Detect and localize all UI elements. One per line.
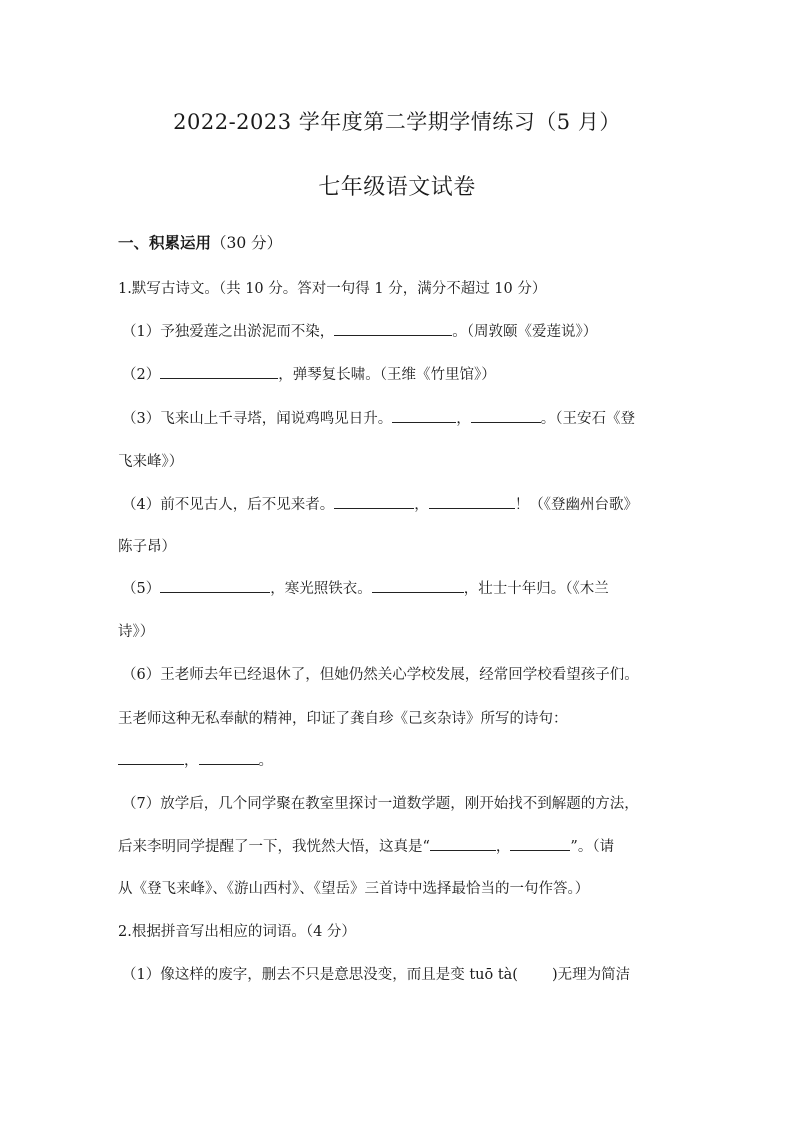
answer-blank[interactable] [160,579,270,593]
answer-blank[interactable] [471,409,541,423]
answer-blank[interactable] [334,322,452,336]
exam-title: 2022-2023 学年度第二学期学情练习（5 月） [173,110,621,134]
answer-blank[interactable] [510,837,570,851]
question-2-item-1: （1）像这样的废字，删去不只是意思没变，而且是变 tuō tà( )无理为简洁 [122,967,631,983]
question-1-item-3: （3）飞来山上千寻塔，闻说鸡鸣见日升。 ， 。（王安石《登 [122,411,635,427]
question-1-item-7: （7）放学后，几个同学聚在教室里探讨一道数学题，刚开始找不到解题的方法， [122,796,639,812]
section-score: （30 分） [211,234,283,252]
answer-blank[interactable] [429,495,515,509]
section-heading [118,233,282,253]
question-1-item-3-cont: 飞来峰》） [118,454,184,470]
answer-blank[interactable] [199,751,259,765]
question-1-item-7-cont2: 从《登飞来峰》、《游山西村》、《望岳》三首诗中选择最恰当的一句作答。） [118,881,590,897]
question-1-item-2: （2） ，弹琴复长啸。（王维《竹里馆》） [122,367,496,383]
question-1-item-4-cont: 陈子昂） [118,539,176,555]
question-1-item-6: （6）王老师去年已经退休了，但她仍然关心学校发展，经常回学校看望孩子们。 [122,667,639,683]
section-title: 一、积累运用 [118,233,212,252]
answer-blank[interactable] [118,751,184,765]
question-1-stem: 1.默写古诗文。（共 10 分。答对一句得 1 分，满分不超过 10 分） [118,281,547,297]
answer-blank[interactable] [430,837,496,851]
question-1-item-5-cont: 诗》） [118,624,155,640]
question-2-stem: 2.根据拼音写出相应的词语。（4 分） [118,924,356,940]
question-1-item-6-blanks: ， 。 [118,751,273,771]
question-1-item-7-cont: 后来李明同学提醒了一下，我恍然大悟，这真是“ ， ”。（请 [118,839,615,855]
question-1-item-4: （4）前不见古人，后不见来者。 ， ！（《登幽州台歌》 [122,497,638,513]
answer-blank[interactable] [160,365,278,379]
question-1-item-5: （5） ，寒光照铁衣。 ，壮士十年归。（《木兰 [122,581,609,597]
answer-blank[interactable] [392,409,456,423]
answer-blank[interactable] [372,579,464,593]
answer-blank[interactable] [334,495,414,509]
question-1-item-1: （1）予独爱莲之出淤泥而不染， 。（周敦颐《爱莲说》） [122,324,598,340]
question-1-item-6-cont: 王老师这种无私奉献的精神，印证了龚自珍《己亥杂诗》所写的诗句： [118,711,568,727]
exam-subtitle: 七年级语文试卷 [318,175,476,200]
